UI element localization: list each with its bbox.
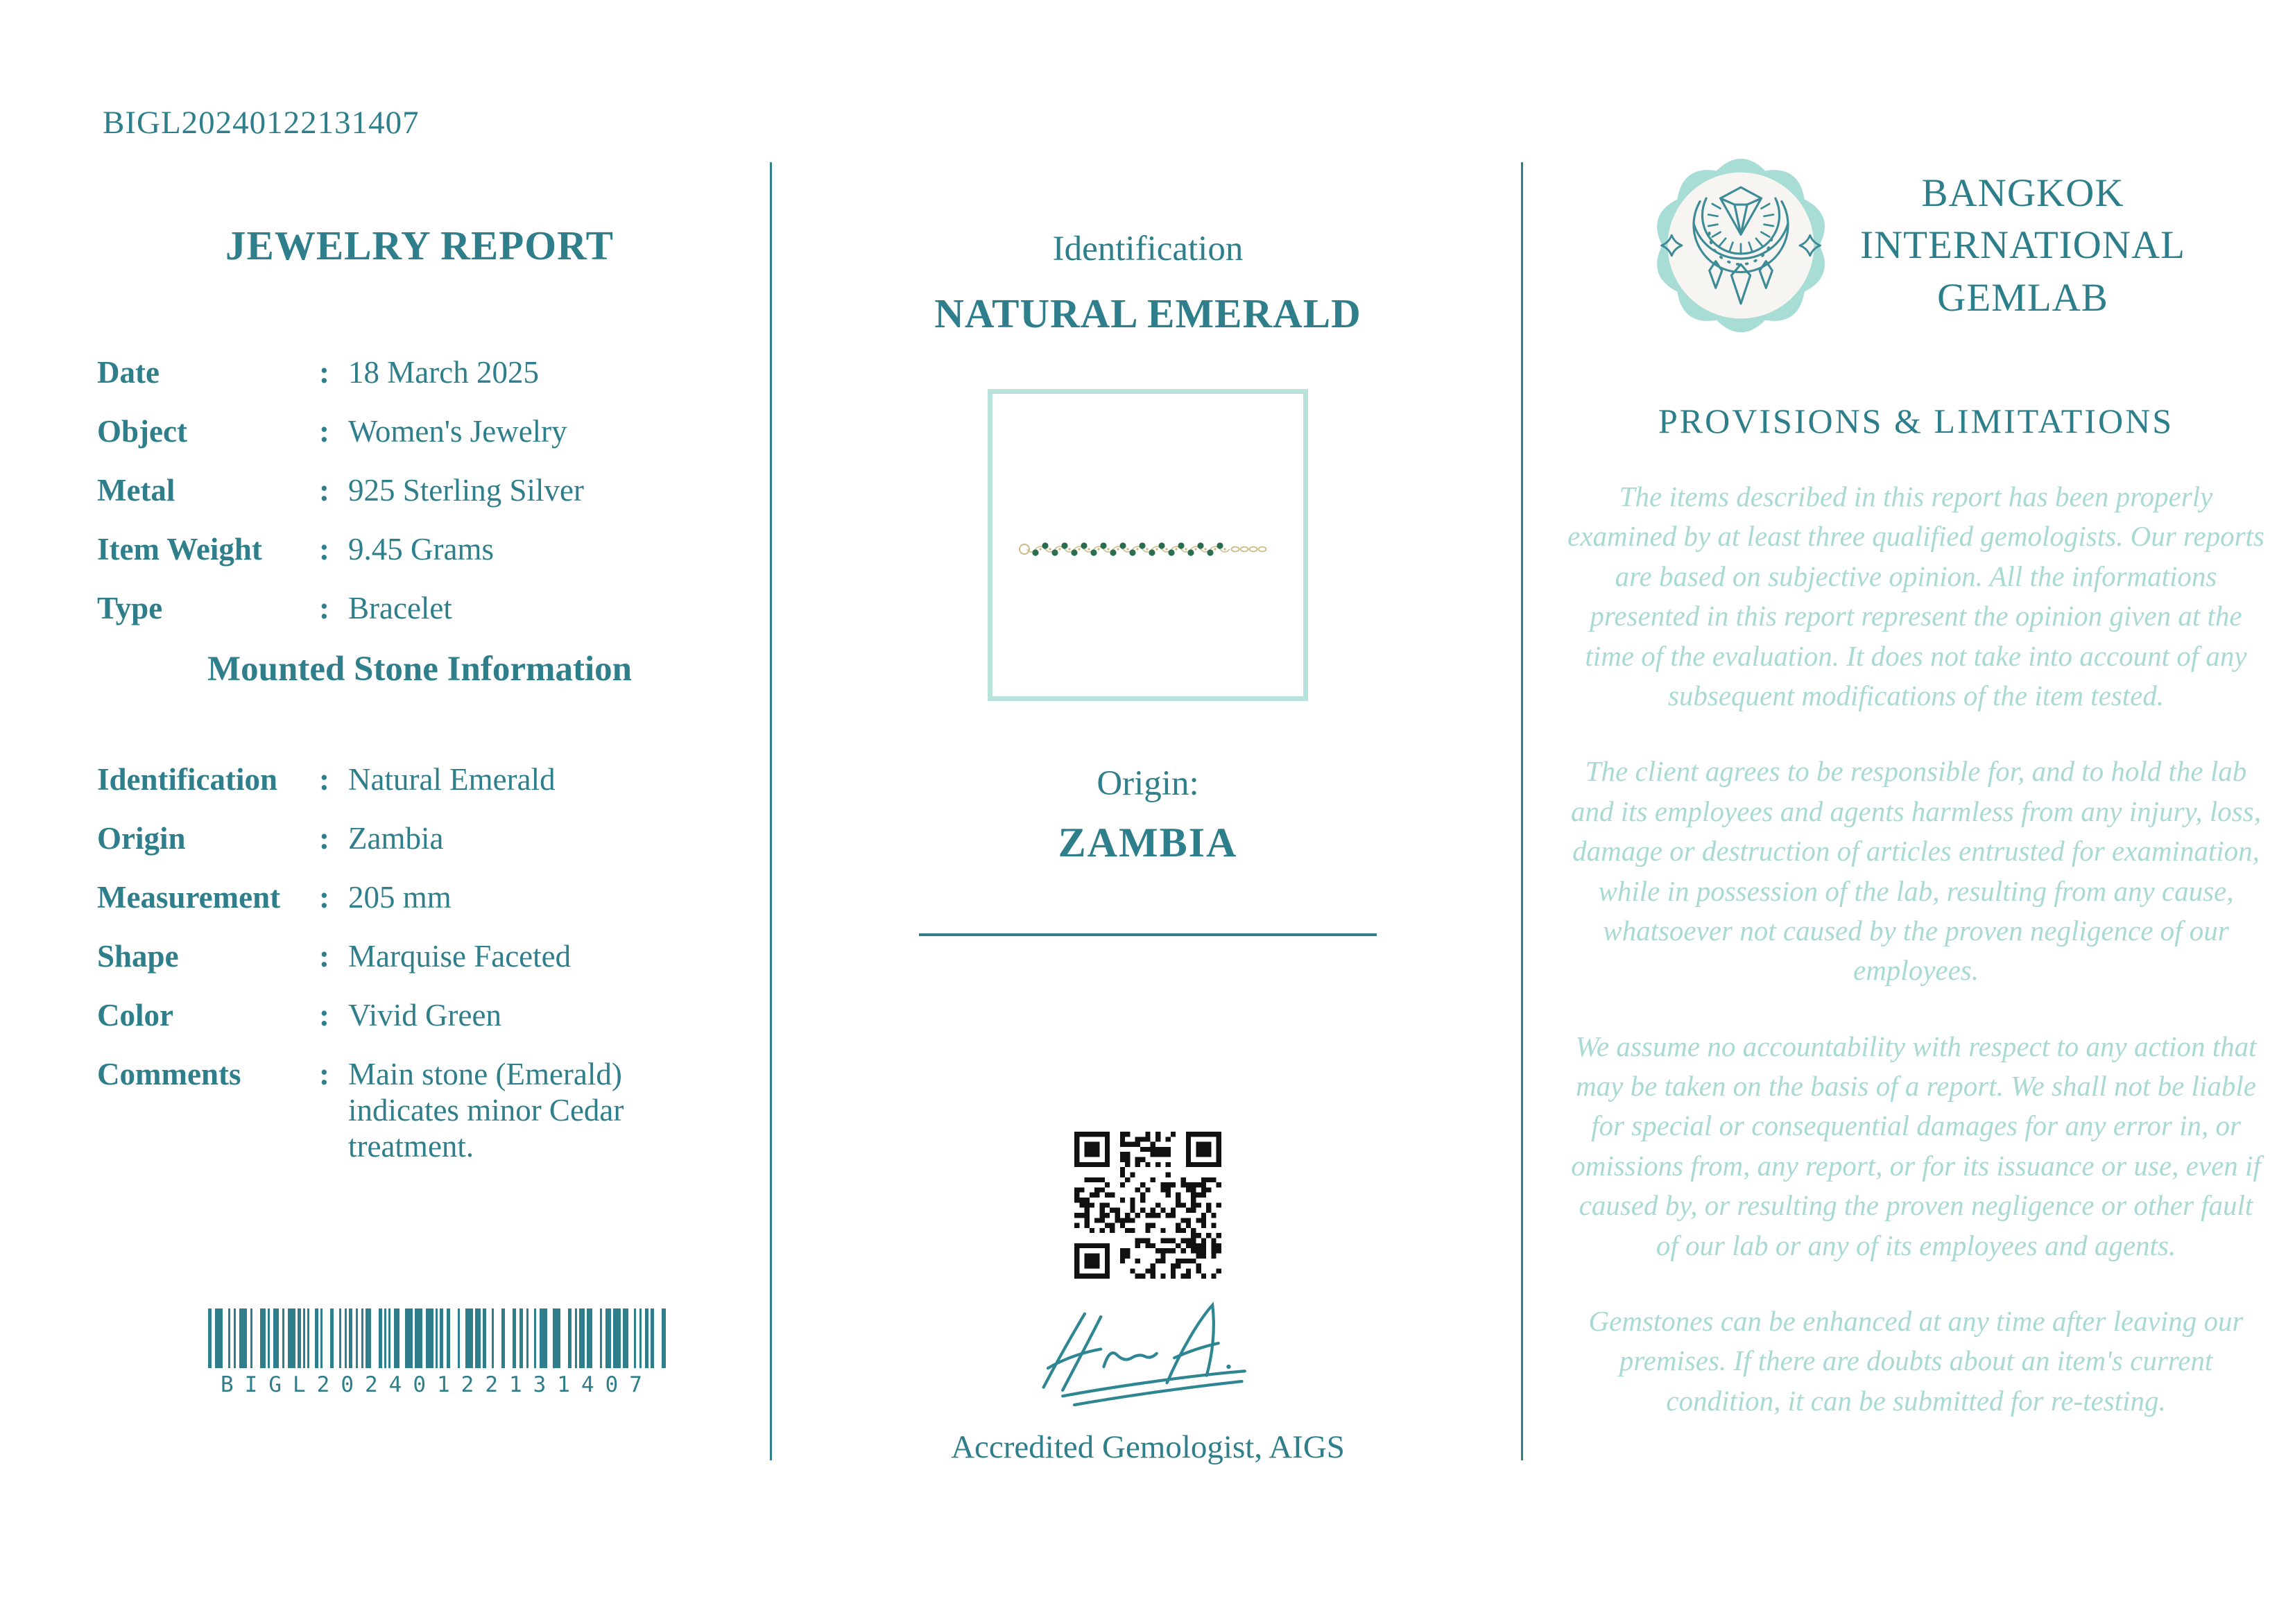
field-label: Object: [97, 414, 187, 449]
identification-label: Identification: [1052, 230, 1244, 268]
lab-name: [1860, 167, 2185, 324]
field-value: 925 Sterling Silver: [348, 473, 584, 508]
lab-name-line: GEMLAB: [1937, 275, 2108, 320]
origin-label: Origin:: [1097, 764, 1199, 803]
origin-value: ZAMBIA: [1058, 820, 1238, 865]
field-label: Comments: [97, 1057, 241, 1091]
field-value: Zambia: [348, 821, 444, 856]
field-row-type: [97, 590, 742, 626]
stone-row-comments: [97, 1056, 742, 1164]
field-value: 205 mm: [348, 880, 452, 915]
field-label: Identification: [97, 762, 278, 797]
lab-section: [1554, 151, 2278, 1421]
field-label: Measurement: [97, 880, 281, 915]
field-label: Date: [97, 355, 160, 390]
stone-row-color: [97, 997, 742, 1033]
jewelry-report-section: [97, 208, 742, 1397]
field-value: Main stone (Emerald) indicates minor Cedar treatment.: [348, 1057, 624, 1164]
field-colon: :: [319, 414, 329, 449]
field-row-object: [97, 413, 742, 449]
origin-divider: [919, 933, 1377, 936]
field-value: 18 March 2025: [348, 355, 539, 390]
gemologist-title: Accredited Gemologist, AIGS: [951, 1429, 1345, 1465]
field-value: Marquise Faceted: [348, 939, 571, 974]
field-colon: :: [319, 762, 329, 797]
field-colon: :: [319, 998, 329, 1033]
field-row-item-weight: [97, 531, 742, 567]
provisions-paragraph: The items described in this report has been properly examined by at least three qualified gemologists. Our reports are based on subjective opinion. All the informations presented in this report represent the opinion given at the time of the evaluation. It does not take into account of any subsequent modifications of the item tested.: [1567, 481, 2264, 711]
gemlab-logo-icon: [1647, 151, 1835, 340]
field-label: Origin: [97, 821, 186, 856]
provisions-paragraph: The client agrees to be responsible for, and to hold the lab and its employees and agents harmless from any injury, loss, damage or destruction of articles entrusted for examination, while in possession of the lab, resulting from any cause, whatsoever not caused by the proven negligence of our employees.: [1571, 755, 2261, 987]
field-colon: :: [319, 355, 329, 390]
field-label: Type: [97, 591, 163, 625]
gemologist-signature: [805, 1293, 1491, 1420]
field-label: Shape: [97, 939, 179, 974]
barcode: [208, 1308, 666, 1397]
provisions-paragraph: We assume no accountability with respect to any action that may be taken on the basis of a report. We shall not be liable for special or consequential damages for any error in, or omissions from, any report, or for its issuance or use, even if caused by, or resulting the proven negligence or other fault of our lab or any of its employees and agents.: [1571, 1030, 2261, 1261]
barcode-icon: [208, 1308, 666, 1368]
field-colon: :: [319, 532, 329, 567]
lab-header: [1554, 151, 2278, 340]
stone-row-identification: [97, 761, 742, 797]
report-id: BIGL20240122131407: [103, 105, 420, 141]
lab-name-line: INTERNATIONAL: [1860, 223, 2185, 268]
field-label: Metal: [97, 473, 175, 508]
jewelry-report-title: JEWELRY REPORT: [225, 223, 614, 268]
provisions-title: PROVISIONS & LIMITATIONS: [1658, 401, 2174, 440]
mounted-stone-title: Mounted Stone Information: [207, 650, 633, 689]
qr-code: [805, 1132, 1491, 1282]
field-value: Women's Jewelry: [348, 414, 567, 449]
field-row-metal: [97, 472, 742, 508]
field-label: Color: [97, 998, 173, 1033]
lab-name-line: BANGKOK: [1921, 171, 2124, 216]
bracelet-image: [1016, 517, 1280, 580]
field-label: Item Weight: [97, 532, 262, 567]
field-colon: :: [319, 939, 329, 974]
stone-row-measurement: [97, 879, 742, 915]
field-row-date: [97, 354, 742, 390]
column-divider-right: [1521, 162, 1523, 1460]
field-colon: :: [319, 821, 329, 856]
identification-section: [805, 208, 1491, 1466]
stone-row-origin: [97, 820, 742, 856]
field-value: 9.45 Grams: [348, 532, 494, 567]
barcode-text: BIGL20240122131407: [221, 1372, 653, 1397]
signature-icon: [1023, 1293, 1273, 1417]
field-value: Natural Emerald: [348, 762, 556, 797]
stone-row-shape: [97, 938, 742, 974]
field-colon: :: [319, 473, 329, 508]
field-value: Bracelet: [348, 591, 452, 625]
provisions-paragraph: Gemstones can be enhanced at any time after leaving our premises. If there are doubts about an item's current condition, it can be submitted for re-testing.: [1588, 1305, 2244, 1417]
column-divider-left: [770, 162, 772, 1460]
field-value: Vivid Green: [348, 998, 501, 1033]
jewelry-photo: [988, 389, 1308, 701]
qr-code-icon: [1074, 1132, 1221, 1279]
field-colon: :: [319, 1057, 329, 1091]
identification-value: NATURAL EMERALD: [934, 291, 1361, 336]
field-colon: :: [319, 880, 329, 915]
field-colon: :: [319, 591, 329, 625]
